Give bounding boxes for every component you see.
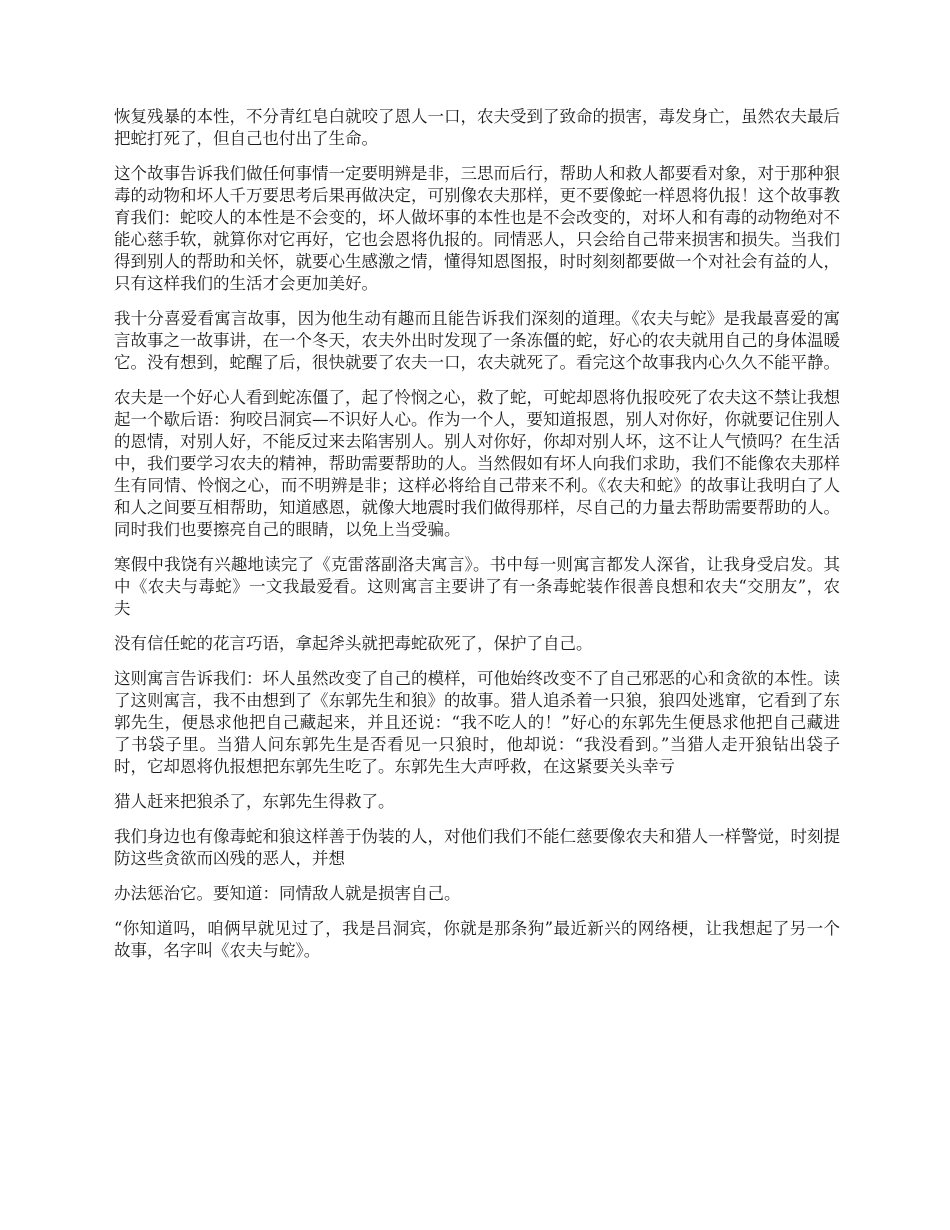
paragraph: “你知道吗，咱俩早就见过了，我是吕洞宾，你就是那条狗”最近新兴的网络梗，让我想起了另一个故事，名字叫《农夫与蛇》。 (114, 919, 840, 960)
paragraph: 我十分喜爱看寓言故事，因为他生动有趣而且能告诉我们深刻的道理。《农夫与蛇》是我最喜爱的寓言故事之一故事讲，在一个冬天，农夫外出时发现了一条冻僵的蛇，好心的农夫就用自己的身体温暖它。没有想到，蛇醒了后，很快就要了农夫一口，农夫就死了。看完这个故事我内心久久不能平静。 (114, 309, 840, 372)
paragraph: 没有信任蛇的花言巧语，拿起斧头就把毒蛇砍死了，保护了自己。 (114, 634, 593, 653)
paragraph: 我们身边也有像毒蛇和狼这样善于伪装的人，对他们我们不能仁慈要像农夫和猎人一样警觉，时刻提防这些贪欲而凶残的恶人，并想 (114, 827, 840, 868)
paragraph: 恢复残暴的本性，不分青红皂白就咬了恩人一口，农夫受到了致命的损害，毒发身亡，虽然农夫最后把蛇打死了，但自己也付出了生命。 (114, 107, 840, 148)
document-body (114, 106, 840, 975)
paragraph: 这个故事告诉我们做任何事情一定要明辨是非，三思而后行，帮助人和救人都要看对象，对于那种狠毒的动物和坏人千万要思考后果再做决定，可别像农夫那样，更不要像蛇一样恩将仇报！这个故事教育我们：蛇咬人的本性是不会变的，坏人做坏事的本性也是不会改变的，对坏人和有毒的动物绝对不能心慈手软，就算你对它再好，它也会恩将仇报的。同情恶人，只会给自己带来损害和损失。当我们得到别人的帮助和关怀，就要心生感激之情，懂得知恩图报，时时刻刻都要做一个对社会有益的人，只有这样我们的生活才会更加美好。 (114, 164, 840, 293)
paragraph: 寒假中我饶有兴趣地读完了《克雷落副洛夫寓言》。书中每一则寓言都发人深省，让我身受启发。其中《农夫与毒蛇》一文我最爱看。这则寓言主要讲了有一条毒蛇装作很善良想和农夫“交朋友”，农夫 (114, 555, 840, 618)
paragraph: 这则寓言告诉我们：坏人虽然改变了自己的模样，可他始终改变不了自己邪恶的心和贪欲的本性。读了这则寓言，我不由想到了《东郭先生和狼》的故事。猎人追杀着一只狼，狼四处逃窜，它看到了东郭先生，便恳求他把自己藏起来，并且还说：“我不吃人的！”好心的东郭先生便恳求他把自己藏进了书袋子里。当猎人问东郭先生是否看见一只狼时，他却说：“我没看到。”当猎人走开狼钻出袋子时，它却恩将仇报想把东郭先生吃了。东郭先生大声呼救，在这紧要关头幸亏 (114, 669, 840, 776)
paragraph: 办法惩治它。要知道：同情敌人就是损害自己。 (114, 884, 461, 903)
paragraph: 农夫是一个好心人看到蛇冻僵了，起了怜悯之心，救了蛇，可蛇却恩将仇报咬死了农夫这不禁让我想起一个歇后语：狗咬吕洞宾—不识好人心。作为一个人，要知道报恩，别人对你好，你就要记住别人的恩情，对别人好，不能反过来去陷害别人。别人对你好，你却对别人坏，这不让人气愤吗？在生活中，我们要学习农夫的精神，帮助需要帮助的人。当然假如有坏人向我们求助，我们不能像农夫那样生有同情、怜悯之心，而不明辨是非；这样必将给自己带来不利。《农夫和蛇》的故事让我明白了人和人之间要互相帮助，知道感恩，就像大地震时我们做得那样，尽自己的力量去帮助需要帮助的人。同时我们也要擦亮自己的眼睛，以免上当受骗。 (114, 388, 840, 539)
paragraph: 猎人赶来把狼杀了，东郭先生得救了。 (114, 792, 395, 811)
